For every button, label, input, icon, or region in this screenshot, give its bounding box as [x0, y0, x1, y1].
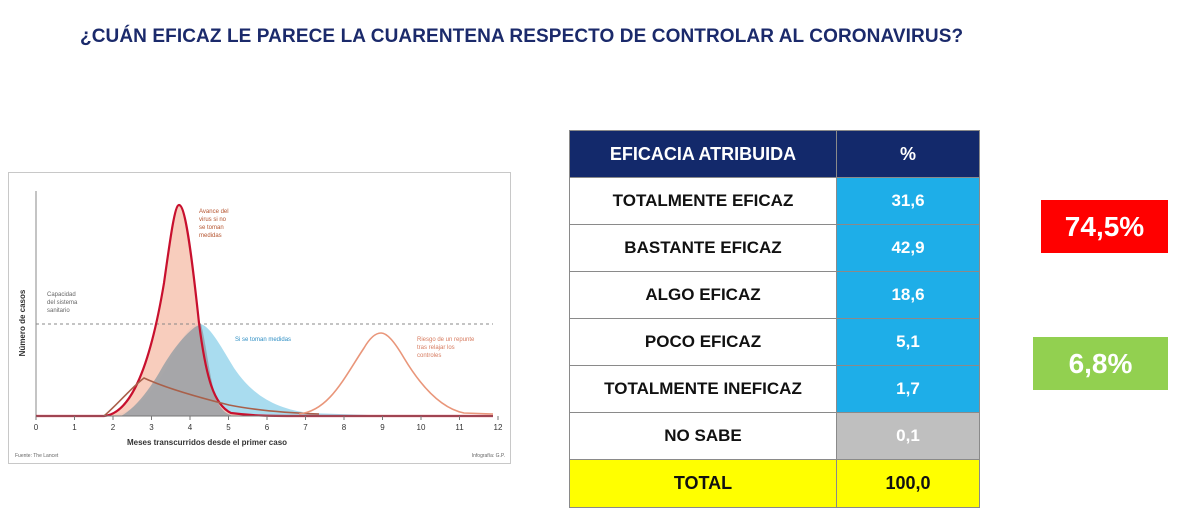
row-label: NO SABE	[570, 413, 837, 460]
x-tick-label: 7	[303, 423, 308, 432]
row-label: TOTALMENTE EFICAZ	[570, 178, 837, 225]
row-value: 31,6	[837, 178, 980, 225]
x-tick-label: 12	[493, 423, 503, 432]
annotation-red-3: se toman	[199, 225, 224, 231]
page-title: ¿CUÁN EFICAZ LE PARECE LA CUARENTENA RESPECTO DE CONTROLAR AL CORONAVIRUS?	[80, 26, 964, 47]
no-measures-curve	[36, 205, 493, 416]
row-label: ALGO EFICAZ	[570, 272, 837, 319]
annotation-blue: Si se toman medidas	[235, 337, 292, 343]
x-tick-label: 0	[33, 423, 39, 432]
annotation-orange-2: tras relajar los	[417, 345, 455, 351]
total-value: 100,0	[837, 460, 980, 508]
row-label: POCO EFICAZ	[570, 319, 837, 366]
efficacy-table	[569, 130, 980, 508]
rebound-curve	[299, 333, 493, 414]
x-tick-label: 1	[72, 423, 77, 432]
capacity-label-1: Capacidad	[47, 292, 76, 298]
row-value: 0,1	[837, 413, 980, 460]
negative-total-badge: 6,8%	[1033, 337, 1168, 390]
total-label: TOTAL	[570, 460, 837, 508]
row-value: 18,6	[837, 272, 980, 319]
capacity-label-3: sanitario	[47, 308, 70, 314]
table-row	[570, 366, 980, 413]
annotation-red-2: virus si no	[199, 217, 227, 223]
annotation-orange-1: Riesgo de un repunte	[417, 337, 475, 343]
row-value: 42,9	[837, 225, 980, 272]
x-tick-label: 2	[110, 423, 116, 432]
annotation-red-1: Avance del	[199, 209, 229, 215]
header-efficacy: EFICACIA ATRIBUIDA	[570, 131, 837, 178]
x-tick-label: 6	[264, 423, 270, 432]
row-label: BASTANTE EFICAZ	[570, 225, 837, 272]
capacity-label-2: del sistema	[47, 300, 78, 306]
epidemic-curve-svg	[9, 173, 510, 463]
source-right: Infografía: G.P.	[471, 453, 505, 459]
total-row	[570, 460, 980, 508]
y-axis-label: Número de casos	[18, 289, 27, 357]
annotation-orange-3: controles	[417, 353, 442, 359]
x-tick-label: 11	[455, 423, 464, 432]
row-label: TOTALMENTE INEFICAZ	[570, 366, 837, 413]
table-header-row	[570, 131, 980, 178]
source-left: Fuente: The Lancet	[15, 453, 59, 459]
positive-total-badge: 74,5%	[1041, 200, 1168, 253]
table-row	[570, 413, 980, 460]
epidemic-curve-figure	[8, 172, 511, 464]
table-row	[570, 178, 980, 225]
table-row	[570, 272, 980, 319]
table-row	[570, 319, 980, 366]
row-value: 1,7	[837, 366, 980, 413]
table-row	[570, 225, 980, 272]
row-value: 5,1	[837, 319, 980, 366]
header-percent: %	[837, 131, 980, 178]
x-tick-label: 3	[149, 423, 154, 432]
x-ticks	[34, 416, 503, 432]
x-tick-label: 8	[341, 423, 347, 432]
x-axis-label: Meses transcurridos desde el primer caso	[126, 438, 288, 447]
x-tick-label: 5	[226, 423, 231, 432]
annotation-red-4: medidas	[199, 233, 222, 239]
x-tick-label: 4	[187, 423, 193, 432]
x-tick-label: 10	[416, 423, 426, 432]
x-tick-label: 9	[380, 423, 385, 432]
